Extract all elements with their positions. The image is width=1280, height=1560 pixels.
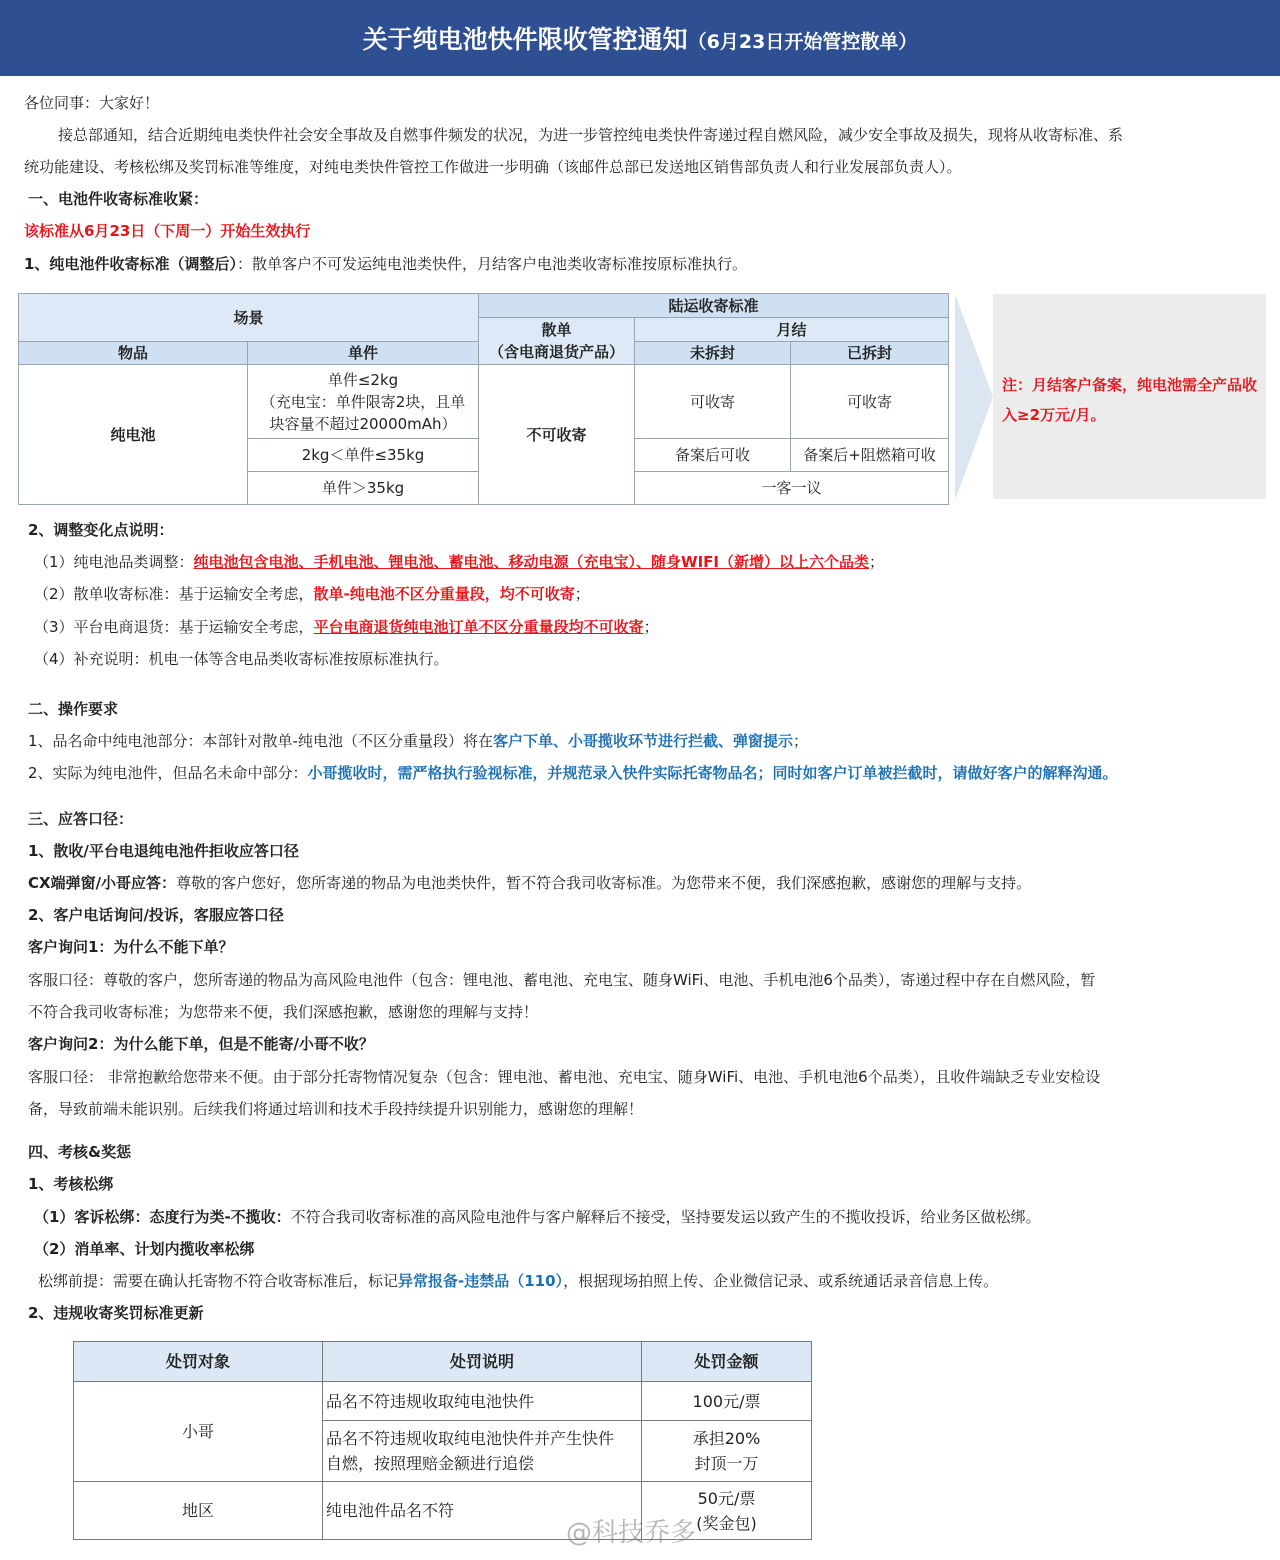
standard-line	[24, 254, 747, 274]
effective-date-notice: 该标准从6月23日（下周一）开始生效执行	[24, 222, 311, 240]
penalty-r2-amount-line1: 承担20%	[692, 1429, 761, 1448]
th-unopened: 未拆封	[635, 342, 791, 365]
answer-1-line1: 客服口径：尊敬的客户，您所寄递的物品为高风险电池件（包含：锂电池、蓄电池、充电宝、随身WiFi、电池、手机电池6个品类），寄递过程中存在自燃风险，暂	[28, 971, 1096, 989]
assess-item-2: （2）消单率、计划内揽收率松绑	[34, 1240, 255, 1258]
penalty-r3-amount-line2: (奖金包)	[696, 1513, 757, 1533]
r1-unopened-cell: 可收寄	[635, 365, 791, 439]
penalty-r2-desc-line1: 品名不符违规收取纯电池快件并产生快件	[326, 1429, 615, 1448]
op-item-2-highlight: 小哥揽收时，需严格执行验视标准，并规范录入快件实际托寄物品名；同时如客户订单被拦截时，请做好客户的解释沟通。	[307, 764, 1118, 782]
op-item-2-pre: 2、实际为纯电池件，但品名未命中部分：	[28, 764, 308, 782]
r1-single-cell	[248, 365, 479, 439]
change-item-3-end: ；	[643, 618, 659, 636]
header-banner	[0, 0, 1280, 76]
assess-item-1	[34, 1207, 1041, 1227]
watermark: @科技乔多	[566, 1518, 697, 1548]
premise-highlight: 异常报备-违禁品（110）	[398, 1272, 564, 1290]
change-item-3	[34, 617, 659, 637]
r1-single-line2: （充电宝：单件限寄2块，且单	[260, 392, 466, 411]
item-name-cell: 纯电池	[19, 365, 248, 505]
change-item-1	[34, 552, 884, 572]
change-item-3-pre: （3）平台电商退货：基于运输安全考虑，	[34, 618, 314, 636]
r2-unopened-cell: 备案后可收	[635, 439, 791, 472]
section3-title: 三、应答口径：	[28, 810, 134, 828]
penalty-r1-amount: 100元/票	[642, 1382, 812, 1421]
change-item-1-end: ；	[869, 553, 885, 571]
changes-title: 2、调整变化点说明：	[28, 521, 174, 539]
question-2: 客户询问2：为什么能下单，但是不能寄/小哥不收？	[28, 1035, 374, 1053]
arrow-chevron-icon	[955, 294, 993, 500]
penalty-object-courier: 小哥	[74, 1382, 323, 1482]
cx-reply	[28, 873, 1031, 893]
change-item-1-highlight: 纯电池包含电池、手机电池、锂电池、蓄电池、移动电源（充电宝）、随身WIFI（新增）以上六个品类	[193, 553, 870, 571]
th-yuejie: 月结	[635, 318, 949, 342]
assess-item-1-label: （1）客诉松绑：态度行为类-不揽收：	[34, 1208, 291, 1226]
th-sandan-label: 散单	[541, 321, 572, 339]
penalty-r2-desc-line2: 自燃，按照理赔金额进行追偿	[326, 1454, 535, 1473]
change-item-2-highlight: 散单-纯电池不区分重量段，均不可收寄	[313, 585, 575, 603]
penalty-r3-amount-line1: 50元/票	[697, 1488, 756, 1508]
penalty-table	[73, 1341, 812, 1540]
r1-single-line3: 块容量不超过20000mAh）	[269, 414, 457, 433]
note-box	[993, 294, 1266, 499]
change-item-3-highlight: 平台电商退货纯电池订单不区分重量段均不可收寄	[313, 618, 644, 636]
cx-reply-text: 尊敬的客户您好，您所寄递的物品为电池类快件，暂不符合我司收寄标准。为您带来不便，我们深感抱歉，感谢您的理解与支持。	[176, 874, 1032, 892]
assess-sub1: 1、考核松绑	[28, 1175, 114, 1193]
reply-sub1: 1、散收/平台电退纯电池件拒收应答口径	[28, 842, 299, 860]
section2-title: 二、操作要求	[28, 700, 119, 718]
battery-standard-table	[18, 293, 949, 505]
standard-label: 1、纯电池件收寄标准（调整后）	[24, 255, 237, 273]
op-item-2	[28, 763, 1118, 783]
penalty-r2-desc	[323, 1421, 642, 1482]
th-penalty-amount: 处罚金额	[642, 1342, 812, 1382]
r2-single-cell: 2kg＜单件≤35kg	[248, 439, 479, 472]
op-item-1-highlight: 客户下单、小哥揽收环节进行拦截、弹窗提示	[492, 732, 793, 750]
cx-reply-label: CX端弹窗/小哥应答：	[28, 874, 177, 892]
section4-title: 四、考核&奖惩	[28, 1143, 132, 1161]
change-item-2-end: ；	[574, 585, 590, 603]
op-item-1-pre: 1、品名命中纯电池部分：本部针对散单-纯电池（不区分重量段）将在	[28, 732, 493, 750]
penalty-r2-amount-line2: 封顶一万	[694, 1454, 759, 1473]
penalty-r1-desc: 品名不符违规收取纯电池快件	[323, 1382, 642, 1421]
th-opened: 已拆封	[791, 342, 949, 365]
change-item-2	[34, 584, 590, 604]
reply-sub2: 2、客户电话询问/投诉，客服应答口径	[28, 906, 284, 924]
note-text: 注：月结客户备案，纯电池需全产品收入≥2万元/月。	[1002, 376, 1258, 424]
assess-sub2: 2、违规收寄奖罚标准更新	[28, 1304, 204, 1322]
th-scene: 场景	[19, 294, 479, 342]
th-land: 陆运收寄标准	[479, 294, 949, 318]
page-title: 关于纯电池快件限收管控通知	[362, 25, 688, 54]
th-sandan-sub: （含电商退货产品）	[489, 343, 625, 361]
r3-single-cell: 单件＞35kg	[248, 472, 479, 505]
answer-2-line1: 客服口径： 非常抱歉给您带来不便。由于部分托寄物情况复杂（包含：锂电池、蓄电池、充电宝、随身WiFi、电池、手机电池6个品类），且收件端缺乏专业安检设	[28, 1068, 1101, 1086]
penalty-r2-amount	[642, 1421, 812, 1482]
sandan-value-cell: 不可收寄	[479, 365, 635, 505]
th-penalty-object: 处罚对象	[74, 1342, 323, 1382]
intro-paragraph-line2: 统功能建设、考核松绑及奖罚标准等维度，对纯电类快件管控工作做进一步明确（该邮件总部已发送地区销售部负责人和行业发展部负责人）。	[24, 158, 962, 176]
question-1: 客户询问1：为什么不能下单？	[28, 938, 234, 956]
premise-end: ，根据现场拍照上传、企业微信记录、或系统通话录音信息上传。	[563, 1272, 999, 1290]
change-item-2-pre: （2）散单收寄标准：基于运输安全考虑，	[34, 585, 314, 603]
r3-merged-cell: 一客一议	[635, 472, 949, 505]
standard-text: ：散单客户不可发运纯电池类快件，月结客户电池类收寄标准按原标准执行。	[236, 255, 747, 273]
r2-opened-cell: 备案后+阻燃箱可收	[791, 439, 949, 472]
th-item: 物品	[19, 342, 248, 365]
r1-single-line1: 单件≤2kg	[327, 370, 399, 389]
penalty-r3-desc: 纯电池件品名不符	[323, 1482, 642, 1540]
answer-1-line2: 不符合我司收寄标准；为您带来不便，我们深感抱歉，感谢您的理解与支持！	[28, 1003, 539, 1021]
th-penalty-desc: 处罚说明	[323, 1342, 642, 1382]
section1-title: 一、电池件收寄标准收紧：	[28, 190, 209, 208]
op-item-1-end: ；	[792, 732, 808, 750]
assess-item-1-text: 不符合我司收寄标准的高风险电池件与客户解释后不接受，坚持要发运以致产生的不揽收投诉，给业务区做松绑。	[290, 1208, 1041, 1226]
r1-opened-cell: 可收寄	[791, 365, 949, 439]
op-item-1	[28, 731, 808, 751]
penalty-object-region: 地区	[74, 1482, 323, 1540]
page-subtitle: （6月23日开始管控散单）	[687, 31, 918, 53]
greeting: 各位同事：大家好！	[24, 94, 160, 112]
answer-2-line2: 备，导致前端未能识别。后续我们将通过培训和技术手段持续提升识别能力，感谢您的理解！	[28, 1100, 644, 1118]
change-item-4: （4）补充说明：机电一体等含电品类收寄标准按原标准执行。	[34, 650, 449, 668]
th-sandan	[479, 318, 635, 365]
premise-line	[38, 1271, 998, 1291]
th-single: 单件	[248, 342, 479, 365]
change-item-1-pre: （1）纯电池品类调整：	[34, 553, 194, 571]
intro-paragraph-line1: 接总部通知，结合近期纯电类快件社会安全事故及自燃事件频发的状况，为进一步管控纯电类快件寄递过程自燃风险，减少安全事故及损失，现将从收寄标准、系	[58, 126, 1124, 144]
premise-pre: 松绑前提：需要在确认托寄物不符合收寄标准后，标记	[38, 1272, 399, 1290]
